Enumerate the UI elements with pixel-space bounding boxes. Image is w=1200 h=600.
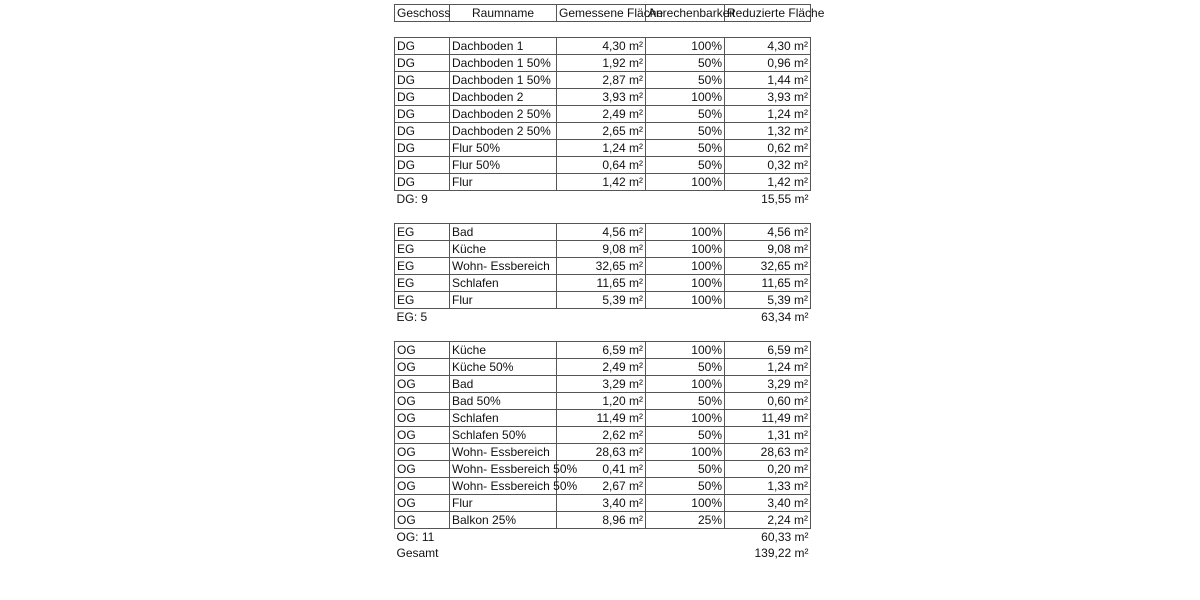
- cell-reduzierte-flaeche: 1,44 m²: [725, 72, 811, 89]
- table-row: [395, 342, 811, 359]
- cell-anrechenbarkeit: 100%: [646, 444, 725, 461]
- cell-gemessene-flaeche: 0,41 m²: [557, 461, 646, 478]
- cell-gemessene-flaeche: 9,08 m²: [557, 241, 646, 258]
- table-row: [395, 72, 811, 89]
- cell-gemessene-flaeche: 3,93 m²: [557, 89, 646, 106]
- cell-geschoss: DG: [395, 174, 450, 191]
- cell-raumname: Flur: [450, 174, 557, 191]
- header-row: [395, 5, 811, 22]
- table-row: [395, 427, 811, 444]
- area-table-sheet: [394, 4, 825, 562]
- cell-anrechenbarkeit: 100%: [646, 410, 725, 427]
- cell-reduzierte-flaeche: 0,96 m²: [725, 55, 811, 72]
- cell-anrechenbarkeit: 100%: [646, 376, 725, 393]
- cell-anrechenbarkeit: 100%: [646, 174, 725, 191]
- table-row: [395, 292, 811, 309]
- cell-reduzierte-flaeche: 11,49 m²: [725, 410, 811, 427]
- header-gemessene-flaeche: Gemessene Fläche: [557, 5, 646, 22]
- cell-reduzierte-flaeche: 28,63 m²: [725, 444, 811, 461]
- cell-reduzierte-flaeche: 3,40 m²: [725, 495, 811, 512]
- summary-label: DG: 9: [396, 192, 428, 207]
- summary-row: [395, 529, 811, 546]
- cell-raumname: Küche: [450, 241, 557, 258]
- cell-reduzierte-flaeche: 0,62 m²: [725, 140, 811, 157]
- summary-label: EG: 5: [396, 310, 428, 325]
- cell-raumname: Flur 50%: [450, 140, 557, 157]
- area-table: [394, 4, 825, 562]
- cell-geschoss: EG: [395, 224, 450, 241]
- cell-reduzierte-flaeche: 3,93 m²: [725, 89, 811, 106]
- cell-raumname: Wohn- Essbereich: [450, 444, 557, 461]
- header-reduzierte-flaeche: Reduzierte Fläche: [725, 5, 811, 22]
- cell-raumname: Flur: [450, 292, 557, 309]
- cell-geschoss: EG: [395, 241, 450, 258]
- table-row: [395, 241, 811, 258]
- cell-anrechenbarkeit: 50%: [646, 106, 725, 123]
- cell-geschoss: OG: [395, 376, 450, 393]
- cell-geschoss: OG: [395, 427, 450, 444]
- table-row: [395, 89, 811, 106]
- table-row: [395, 478, 811, 495]
- table-row: [395, 38, 811, 55]
- cell-gemessene-flaeche: 1,92 m²: [557, 55, 646, 72]
- table-row: [395, 275, 811, 292]
- cell-raumname: Wohn- Essbereich 50%: [450, 478, 557, 495]
- table-row: [395, 106, 811, 123]
- cell-gemessene-flaeche: 4,56 m²: [557, 224, 646, 241]
- cell-reduzierte-flaeche: 11,65 m²: [725, 275, 811, 292]
- cell-raumname: Bad: [450, 376, 557, 393]
- table-row: [395, 495, 811, 512]
- table-row: [395, 359, 811, 376]
- cell-anrechenbarkeit: 100%: [646, 275, 725, 292]
- cell-reduzierte-flaeche: 32,65 m²: [725, 258, 811, 275]
- cell-geschoss: OG: [395, 512, 450, 529]
- cell-gemessene-flaeche: 3,40 m²: [557, 495, 646, 512]
- grand-total-empty: [557, 545, 725, 561]
- cell-geschoss: OG: [395, 495, 450, 512]
- cell-raumname: Schlafen: [450, 410, 557, 427]
- cell-geschoss: DG: [395, 55, 450, 72]
- summary-total: 63,34 m²: [761, 310, 809, 325]
- grand-total-row: [395, 545, 811, 561]
- cell-raumname: Schlafen 50%: [450, 427, 557, 444]
- cell-gemessene-flaeche: 2,49 m²: [557, 106, 646, 123]
- cell-raumname: Dachboden 2 50%: [450, 123, 557, 140]
- cell-reduzierte-flaeche: 1,33 m²: [725, 478, 811, 495]
- summary-row: [395, 191, 811, 208]
- cell-anrechenbarkeit: 50%: [646, 72, 725, 89]
- header-geschoss: Geschoss: [395, 5, 450, 22]
- cell-anrechenbarkeit: 50%: [646, 393, 725, 410]
- table-row: [395, 444, 811, 461]
- cell-geschoss: OG: [395, 444, 450, 461]
- cell-anrechenbarkeit: 50%: [646, 123, 725, 140]
- cell-geschoss: DG: [395, 140, 450, 157]
- cell-reduzierte-flaeche: 6,59 m²: [725, 342, 811, 359]
- header-raumname: Raumname: [450, 5, 557, 22]
- spacer-row: [395, 22, 811, 38]
- table-row: [395, 123, 811, 140]
- cell-anrechenbarkeit: 100%: [646, 292, 725, 309]
- cell-anrechenbarkeit: 100%: [646, 89, 725, 106]
- cell-gemessene-flaeche: 2,67 m²: [557, 478, 646, 495]
- cell-reduzierte-flaeche: 1,24 m²: [725, 106, 811, 123]
- cell-geschoss: OG: [395, 461, 450, 478]
- cell-raumname: Dachboden 1 50%: [450, 72, 557, 89]
- cell-geschoss: DG: [395, 38, 450, 55]
- cell-gemessene-flaeche: 11,49 m²: [557, 410, 646, 427]
- cell-reduzierte-flaeche: 1,42 m²: [725, 174, 811, 191]
- cell-anrechenbarkeit: 50%: [646, 359, 725, 376]
- cell-reduzierte-flaeche: 4,30 m²: [725, 38, 811, 55]
- cell-reduzierte-flaeche: 0,32 m²: [725, 157, 811, 174]
- cell-raumname: Schlafen: [450, 275, 557, 292]
- cell-gemessene-flaeche: 6,59 m²: [557, 342, 646, 359]
- grand-total-value: 139,22 m²: [754, 546, 809, 561]
- cell-anrechenbarkeit: 50%: [646, 461, 725, 478]
- cell-reduzierte-flaeche: 4,56 m²: [725, 224, 811, 241]
- cell-anrechenbarkeit: 100%: [646, 224, 725, 241]
- cell-gemessene-flaeche: 4,30 m²: [557, 38, 646, 55]
- cell-geschoss: EG: [395, 258, 450, 275]
- cell-raumname: Wohn- Essbereich: [450, 258, 557, 275]
- table-row: [395, 461, 811, 478]
- cell-gemessene-flaeche: 28,63 m²: [557, 444, 646, 461]
- cell-geschoss: DG: [395, 157, 450, 174]
- cell-gemessene-flaeche: 8,96 m²: [557, 512, 646, 529]
- cell-reduzierte-flaeche: 9,08 m²: [725, 241, 811, 258]
- header-anrechenbarkeit: Anrechenbarkeit: [646, 5, 725, 22]
- cell-anrechenbarkeit: 50%: [646, 478, 725, 495]
- cell-raumname: Wohn- Essbereich 50%: [450, 461, 557, 478]
- table-row: [395, 55, 811, 72]
- cell-reduzierte-flaeche: 3,29 m²: [725, 376, 811, 393]
- summary-empty: [557, 191, 725, 208]
- cell-gemessene-flaeche: 1,24 m²: [557, 140, 646, 157]
- table-row: [395, 410, 811, 427]
- summary-total: 15,55 m²: [761, 192, 809, 207]
- cell-anrechenbarkeit: 100%: [646, 241, 725, 258]
- cell-geschoss: OG: [395, 359, 450, 376]
- summary-empty: [557, 529, 725, 546]
- cell-raumname: Bad: [450, 224, 557, 241]
- cell-raumname: Flur: [450, 495, 557, 512]
- table-row: [395, 157, 811, 174]
- cell-gemessene-flaeche: 32,65 m²: [557, 258, 646, 275]
- cell-geschoss: OG: [395, 478, 450, 495]
- spacer-row: [395, 207, 811, 223]
- cell-geschoss: DG: [395, 123, 450, 140]
- cell-geschoss: EG: [395, 292, 450, 309]
- cell-raumname: Flur 50%: [450, 157, 557, 174]
- summary-empty: [557, 309, 725, 326]
- cell-reduzierte-flaeche: 1,31 m²: [725, 427, 811, 444]
- cell-gemessene-flaeche: 11,65 m²: [557, 275, 646, 292]
- cell-raumname: Küche 50%: [450, 359, 557, 376]
- cell-anrechenbarkeit: 100%: [646, 258, 725, 275]
- table-row: [395, 174, 811, 191]
- cell-raumname: Dachboden 2 50%: [450, 106, 557, 123]
- cell-gemessene-flaeche: 3,29 m²: [557, 376, 646, 393]
- cell-geschoss: DG: [395, 72, 450, 89]
- cell-gemessene-flaeche: 1,42 m²: [557, 174, 646, 191]
- spacer-cell: [395, 22, 811, 38]
- cell-geschoss: OG: [395, 393, 450, 410]
- cell-anrechenbarkeit: 100%: [646, 38, 725, 55]
- cell-gemessene-flaeche: 2,87 m²: [557, 72, 646, 89]
- cell-gemessene-flaeche: 2,62 m²: [557, 427, 646, 444]
- cell-raumname: Bad 50%: [450, 393, 557, 410]
- cell-anrechenbarkeit: 100%: [646, 495, 725, 512]
- summary-total: 60,33 m²: [761, 530, 809, 545]
- cell-geschoss: EG: [395, 275, 450, 292]
- cell-raumname: Dachboden 1: [450, 38, 557, 55]
- cell-raumname: Dachboden 2: [450, 89, 557, 106]
- cell-anrechenbarkeit: 50%: [646, 157, 725, 174]
- table-row: [395, 376, 811, 393]
- cell-anrechenbarkeit: 50%: [646, 140, 725, 157]
- spacer-cell: [395, 325, 811, 341]
- cell-geschoss: DG: [395, 89, 450, 106]
- spacer-row: [395, 325, 811, 341]
- grand-total-label: Gesamt: [396, 546, 439, 561]
- cell-reduzierte-flaeche: 1,32 m²: [725, 123, 811, 140]
- cell-anrechenbarkeit: 100%: [646, 342, 725, 359]
- cell-geschoss: DG: [395, 106, 450, 123]
- cell-gemessene-flaeche: 2,49 m²: [557, 359, 646, 376]
- table-row: [395, 512, 811, 529]
- cell-reduzierte-flaeche: 0,20 m²: [725, 461, 811, 478]
- cell-anrechenbarkeit: 50%: [646, 55, 725, 72]
- cell-gemessene-flaeche: 1,20 m²: [557, 393, 646, 410]
- cell-reduzierte-flaeche: 0,60 m²: [725, 393, 811, 410]
- table-row: [395, 393, 811, 410]
- cell-gemessene-flaeche: 2,65 m²: [557, 123, 646, 140]
- table-row: [395, 224, 811, 241]
- table-row: [395, 258, 811, 275]
- cell-raumname: Balkon 25%: [450, 512, 557, 529]
- cell-reduzierte-flaeche: 5,39 m²: [725, 292, 811, 309]
- cell-raumname: Küche: [450, 342, 557, 359]
- table-row: [395, 140, 811, 157]
- cell-anrechenbarkeit: 25%: [646, 512, 725, 529]
- cell-gemessene-flaeche: 0,64 m²: [557, 157, 646, 174]
- cell-reduzierte-flaeche: 2,24 m²: [725, 512, 811, 529]
- cell-anrechenbarkeit: 50%: [646, 427, 725, 444]
- summary-row: [395, 309, 811, 326]
- summary-label: OG: 11: [396, 530, 435, 545]
- cell-raumname: Dachboden 1 50%: [450, 55, 557, 72]
- spacer-cell: [395, 207, 811, 223]
- cell-gemessene-flaeche: 5,39 m²: [557, 292, 646, 309]
- cell-reduzierte-flaeche: 1,24 m²: [725, 359, 811, 376]
- cell-geschoss: OG: [395, 410, 450, 427]
- cell-geschoss: OG: [395, 342, 450, 359]
